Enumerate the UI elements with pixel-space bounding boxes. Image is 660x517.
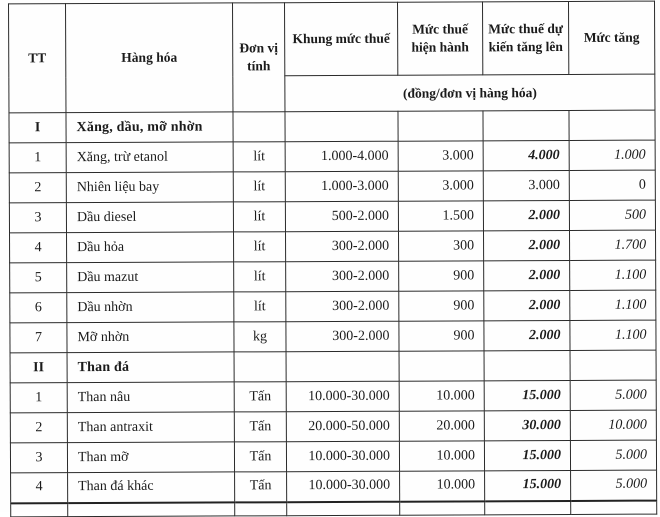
table-row [11, 470, 657, 503]
cell-current-tax [399, 351, 484, 381]
table-row [10, 320, 656, 353]
cell-tax-range: 20.000-50.000 [286, 411, 399, 441]
cell-proposed-tax: 2.000 [484, 260, 570, 290]
cell-current-tax: 3.000 [398, 141, 483, 171]
cell-increase: 0 [569, 170, 655, 200]
cell-proposed-tax [483, 110, 569, 140]
cell-proposed-tax: 2.000 [484, 320, 570, 350]
cell-proposed-tax: 3.000 [483, 170, 569, 200]
cell-unit: Tấn [235, 472, 287, 502]
cell-proposed-tax: 4.000 [483, 140, 569, 170]
table-row [10, 410, 656, 443]
table-header [9, 1, 655, 113]
cell-tax-range: 300-2.000 [286, 291, 399, 321]
cell-item-name: Dầu mazut [67, 262, 234, 293]
table-row [10, 260, 656, 293]
partial-row [11, 500, 657, 517]
cell-tax-range: 300-2.000 [286, 231, 399, 261]
cell-tt: 6 [10, 293, 67, 323]
table-row [10, 440, 656, 473]
col-header-unit: Đơn vị tính [233, 3, 285, 112]
cell-item-name: Dầu diesel [66, 202, 233, 233]
cell-current-tax: 10.000 [400, 471, 485, 501]
cell-proposed-tax: 2.000 [484, 290, 570, 320]
cell-current-tax: 10.000 [399, 381, 484, 411]
cell-item-name: Than mỡ [67, 442, 234, 473]
cell-tt: II [10, 353, 67, 383]
col-header-current-tax: Mức thuế hiện hành [398, 2, 483, 75]
cell-proposed-tax: 15.000 [484, 440, 570, 470]
table-row [9, 140, 655, 173]
cell-current-tax [398, 111, 483, 141]
cell-current-tax: 20.000 [399, 411, 484, 441]
cell-tt: 2 [9, 173, 66, 203]
cell-current-tax: 300 [399, 231, 484, 261]
cell-tt: I [9, 113, 66, 143]
col-header-tax-range: Khung mức thuế [285, 2, 398, 75]
cell-unit: lít [234, 262, 286, 292]
cell-item-name: Than đá [67, 352, 234, 383]
cell-proposed-tax: 2.000 [483, 200, 569, 230]
cell-current-tax: 10.000 [399, 441, 484, 471]
col-header-item: Hàng hóa [66, 3, 233, 113]
cell-proposed-tax [485, 500, 571, 514]
cell-tt: 3 [10, 443, 67, 473]
cell-tt: 2 [10, 413, 67, 443]
cell-tax-range [286, 351, 399, 381]
cell-increase: 500 [569, 200, 655, 230]
header-row [9, 1, 655, 77]
cell-increase: 1.700 [569, 230, 655, 260]
cell-item-name: Than antraxit [67, 412, 234, 443]
cell-current-tax: 3.000 [398, 171, 483, 201]
cell-tax-range: 10.000-30.000 [287, 471, 400, 501]
cell-unit: lít [233, 202, 285, 232]
cell-tax-range: 1.000-4.000 [285, 141, 398, 171]
cell-item-name: Dầu hỏa [67, 232, 234, 263]
cell-tax-range: 300-2.000 [286, 261, 399, 291]
cell-tt: 1 [9, 143, 66, 173]
cell-tax-range: 1.000-3.000 [285, 171, 398, 201]
col-header-increase: Mức tăng [568, 1, 654, 74]
cell-item-name: Than nâu [67, 382, 234, 413]
table-row [10, 230, 656, 263]
cell-item-name: Dầu nhờn [67, 292, 234, 323]
table-row [10, 380, 656, 413]
cell-unit: lít [233, 172, 285, 202]
cell-tt: 4 [10, 233, 67, 263]
cell-tt: 1 [10, 383, 67, 413]
table-row [10, 290, 656, 323]
cell-unit: Tấn [234, 382, 286, 412]
table-row [9, 200, 655, 233]
cell-item-name: Xăng, dầu, mỡ nhờn [66, 112, 233, 143]
cell-tax-range: 10.000-30.000 [286, 381, 399, 411]
unit-note: (đồng/đơn vị hàng hóa) [285, 74, 655, 112]
cell-proposed-tax: 15.000 [485, 470, 571, 500]
cell-unit [235, 502, 287, 516]
cell-tax-range: 500-2.000 [285, 201, 398, 231]
cell-unit [234, 352, 286, 382]
cell-tax-range [287, 501, 400, 515]
cell-tax-range: 10.000-30.000 [286, 441, 399, 471]
cell-unit: Tấn [234, 442, 286, 472]
cell-increase: 10.000 [570, 410, 656, 440]
cell-increase [569, 110, 655, 140]
cell-unit: kg [234, 322, 286, 352]
cell-tt: 4 [11, 473, 68, 503]
cell-increase: 1.000 [569, 140, 655, 170]
cell-tt [11, 503, 68, 517]
cell-tax-range: 300-2.000 [286, 321, 399, 351]
table-row [10, 350, 656, 383]
cell-proposed-tax: 15.000 [484, 380, 570, 410]
cell-increase: 5.000 [570, 440, 656, 470]
cell-current-tax: 1.500 [398, 201, 483, 231]
col-header-tt: TT [9, 4, 66, 113]
cell-unit: lít [233, 142, 285, 172]
cell-item-name [68, 502, 235, 517]
cell-current-tax: 900 [399, 261, 484, 291]
cell-unit [233, 112, 285, 142]
cell-increase: 5.000 [571, 470, 657, 500]
cell-proposed-tax: 30.000 [484, 410, 570, 440]
cell-increase: 5.000 [570, 380, 656, 410]
cell-current-tax [400, 501, 485, 515]
cell-increase: 1.100 [570, 290, 656, 320]
cell-unit: Tấn [234, 412, 286, 442]
cell-increase [571, 500, 657, 514]
cell-increase [570, 350, 656, 380]
cell-unit: lít [234, 232, 286, 262]
tax-rate-table [8, 1, 657, 517]
table-body [9, 110, 657, 517]
table-row [9, 170, 655, 203]
cell-item-name: Than đá khác [68, 472, 235, 503]
cell-proposed-tax [484, 350, 570, 380]
cell-tt: 3 [9, 203, 66, 233]
cell-tax-range [285, 111, 398, 141]
cell-item-name: Mỡ nhờn [67, 322, 234, 353]
cell-unit: lít [234, 292, 286, 322]
cell-current-tax: 900 [399, 321, 484, 351]
col-header-proposed-tax: Mức thuế dự kiến tăng lên [483, 1, 569, 74]
cell-item-name: Nhiên liệu bay [66, 172, 233, 203]
cell-tt: 5 [10, 263, 67, 293]
cell-increase: 1.100 [570, 320, 656, 350]
cell-increase: 1.100 [570, 260, 656, 290]
cell-proposed-tax: 2.000 [483, 230, 569, 260]
cell-item-name: Xăng, trừ etanol [66, 142, 233, 173]
cell-tt: 7 [10, 323, 67, 353]
table-row [9, 110, 655, 143]
cell-current-tax: 900 [399, 291, 484, 321]
